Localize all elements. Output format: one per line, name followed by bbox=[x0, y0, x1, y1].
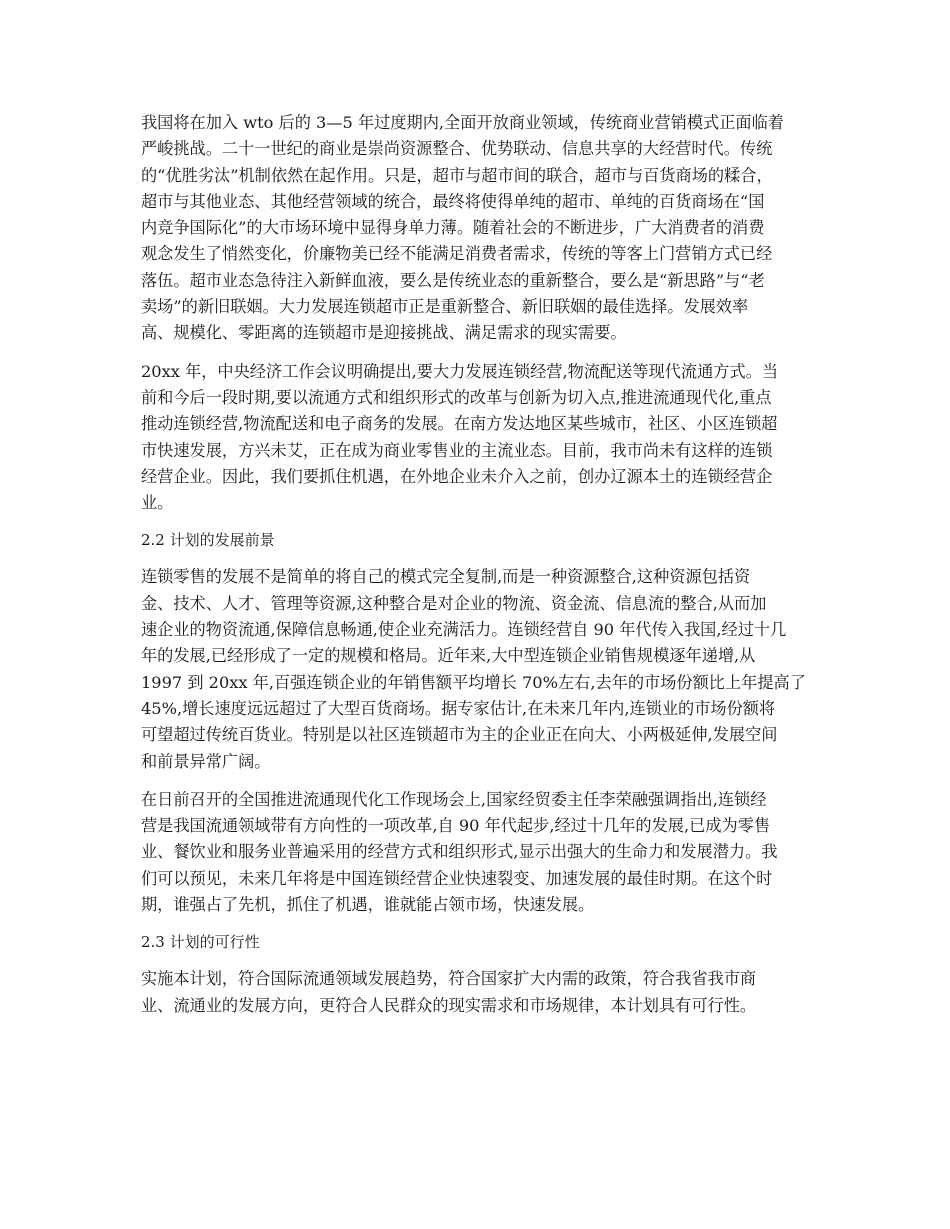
text-line: 可望超过传统百货业。特别是以社区连锁超市为主的企业正在向大、小两极延伸,发展空间 bbox=[141, 725, 778, 745]
text-line: 45%,增长速度远远超过了大型百货商场。据专家估计,在未来几年内,连锁业的市场份额将 bbox=[141, 698, 776, 718]
paragraph-prospects bbox=[141, 564, 811, 774]
text-line: 高、规模化、零距离的连锁超市是迎接挑战、满足需求的现实需要。 bbox=[141, 323, 627, 343]
text-line: 实施本计划，符合国际流通领域发展趋势，符合国家扩大内需的政策，符合我省我市商 bbox=[141, 969, 757, 989]
text-line: 速企业的物资流通,保障信息畅通,使企业充满活力。连锁经营自 90 年代传入我国,经过十几 bbox=[141, 620, 787, 640]
text-line: 我国将在加入 wto 后的 3—5 年过度期内,全面开放商业领域，传统商业营销模式正面临着 bbox=[141, 113, 784, 132]
text-line: 业、流通业的发展方向，更符合人民群众的现实需求和市场规律，本计划具有可行性。 bbox=[141, 995, 757, 1015]
text-line: 期，谁强占了先机，抓住了机遇，谁就能占领市场，快速发展。 bbox=[141, 895, 595, 915]
text-line: 金、技术、人才、管理等资源,这种整合是对企业的物流、资金流、信息流的整合,从而加 bbox=[141, 593, 767, 613]
text-line: 在日前召开的全国推进流通现代化工作现场会上,国家经贸委主任李荣融强调指出,连锁经 bbox=[141, 789, 767, 809]
text-line: 落伍。超市业态急待注入新鲜血液，要么是传统业态的重新整合，要么是“新思路”与“老 bbox=[141, 270, 765, 290]
text-line: 超市与其他业态、其他经营领域的统合，最终将使得单纯的超市、单纯的百货商场在“国 bbox=[141, 191, 765, 211]
paragraph-conference bbox=[141, 787, 811, 918]
text-line: 经营企业。因此，我们要抓住机遇，在外地企业未介入之前，创办辽源本土的连锁经营企 bbox=[141, 466, 773, 486]
paragraph-market-challenge bbox=[141, 110, 811, 347]
text-line: 市快速发展，方兴未艾，正在成为商业零售业的主流业态。目前，我市尚未有这样的连锁 bbox=[141, 440, 773, 460]
section-heading-2-2: 2.2 计划的发展前景 bbox=[141, 531, 275, 550]
text-line: 20xx 年，中央经济工作会议明确提出,要大力发展连锁经营,物流配送等现代流通方式。当 bbox=[141, 361, 779, 381]
text-line: 和前景异常广阔。 bbox=[141, 751, 271, 771]
text-line: 连锁零售的发展不是简单的将自己的模式完全复制,而是一种资源整合,这种资源包括资 bbox=[141, 567, 751, 587]
document-body bbox=[141, 110, 811, 1031]
text-line: 营是我国流通领域带有方向性的一项改革,自 90 年代起步,经过十几年的发展,已成为零售 bbox=[141, 816, 771, 836]
text-line: 1997 到 20xx 年,百强连锁企业的年销售额平均增长 70%左右,去年的市场份额比上年提高了 bbox=[141, 672, 806, 692]
text-line: 卖场”的新旧联姻。大力发展连锁超市正是重新整合、新旧联姻的最佳选择。发展效率 bbox=[141, 297, 749, 317]
text-line: 内竞争国际化”的大市场环境中显得身单力薄。随着社会的不断进步，广大消费者的消费 bbox=[141, 218, 765, 238]
text-line: 推动连锁经营,物流配送和电子商务的发展。在南方发达地区某些城市，社区、小区连锁超 bbox=[141, 414, 778, 434]
paragraph-feasibility bbox=[141, 966, 811, 1019]
text-line: 观念发生了悄然变化，价廉物美已经不能满足消费者需求，传统的等客上门营销方式已经 bbox=[141, 244, 773, 264]
text-line: 们可以预见，未来几年将是中国连锁经营企业快速裂变、加速发展的最佳时期。在这个时 bbox=[141, 868, 773, 888]
paragraph-policy bbox=[141, 359, 811, 517]
text-line: 的“优胜劣汰”机制依然在起作用。只是，超市与超市间的联合，超市与百货商场的糅合， bbox=[141, 165, 773, 185]
text-line: 年的发展,已经形成了一定的规模和格局。近年来,大中型连锁企业销售规模逐年递增,从 bbox=[141, 646, 756, 666]
text-line: 前和今后一段时期,要以流通方式和组织形式的改革与创新为切入点,推进流通现代化,重点 bbox=[141, 387, 772, 407]
section-heading-2-3: 2.3 计划的可行性 bbox=[141, 933, 260, 952]
text-line: 严峻挑战。二十一世纪的商业是崇尚资源整合、优势联动、信息共享的大经营时代。传统 bbox=[141, 139, 773, 159]
text-line: 业、餐饮业和服务业普遍采用的经营方式和组织形式,显示出强大的生命力和发展潜力。我 bbox=[141, 842, 778, 862]
text-line: 业。 bbox=[141, 493, 174, 513]
